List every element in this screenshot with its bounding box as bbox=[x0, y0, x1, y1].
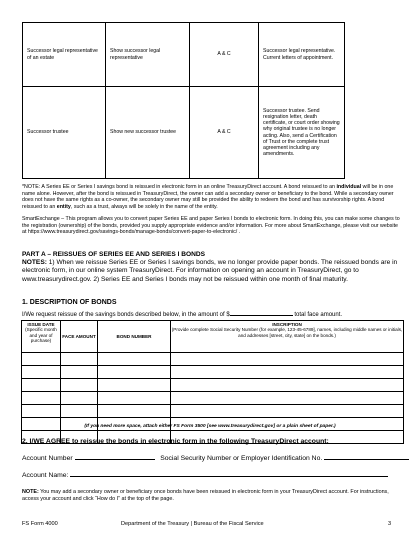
bond-number-cell[interactable] bbox=[98, 366, 171, 379]
reissue-note bbox=[22, 184, 402, 210]
face-amount-cell[interactable] bbox=[61, 379, 98, 392]
agency-name: Department of the Treasury | Bureau of the Fiscal Service bbox=[121, 521, 264, 527]
issue-date-cell[interactable] bbox=[22, 379, 61, 392]
account-number-field[interactable] bbox=[75, 454, 155, 460]
inscription-cell[interactable] bbox=[171, 379, 404, 392]
table-header-row bbox=[22, 321, 404, 353]
note-text: will be in one name alone. However, after the bond is reissued in TreasuryDirect, the owner can add a secondary owner or beneficiary to the bond. While a secondary owner does not have the same rights as a co-owner, the secondary owner may still be provided the ability to redeem the bond and has survivorship rights. A bond reissued to an bbox=[22, 184, 394, 210]
face-amount-cell[interactable] bbox=[61, 392, 98, 405]
account-name-line bbox=[22, 471, 388, 479]
request-text: I/We request reissue of the savings bonds described below, in the amount of $ bbox=[22, 312, 230, 318]
bond-number-header bbox=[98, 321, 171, 353]
issue-date-cell[interactable] bbox=[22, 366, 61, 379]
bond-rows bbox=[22, 353, 404, 444]
section-1-title: 1. DESCRIPTION OF BONDS bbox=[22, 299, 117, 306]
header-title: FACE AMOUNT bbox=[62, 334, 96, 340]
table-row bbox=[22, 366, 404, 379]
face-amount-header bbox=[61, 321, 98, 353]
inscription-header bbox=[171, 321, 404, 353]
total-amount-field[interactable] bbox=[230, 310, 293, 316]
table-row bbox=[22, 405, 404, 418]
bond-number-cell[interactable] bbox=[98, 353, 171, 366]
table-cell: Show successor legal representative bbox=[106, 23, 190, 87]
note-emphasis: entity bbox=[56, 203, 71, 210]
ssn-field[interactable] bbox=[324, 454, 409, 460]
table-cell: Show new successor trustee bbox=[106, 87, 190, 179]
header-title: BOND NUMBER bbox=[116, 334, 152, 340]
issue-date-cell[interactable] bbox=[22, 405, 61, 418]
header-title: ISSUE DATE bbox=[27, 322, 55, 327]
face-amount-cell[interactable] bbox=[61, 353, 98, 366]
table-cell: A & C bbox=[190, 23, 259, 87]
note-text: *NOTE: A Series EE or Series I savings bond is reissued in electronic form in an online TreasuryDirect account. A bond reissued to an bbox=[22, 184, 337, 190]
note-text: You may add a secondary owner or beneficiary once bonds have been reissued in electronic form in your TreasuryDirect account. For instructions, access your account and click “How do I” at the top of the page. bbox=[22, 489, 389, 502]
notes-text: 1) When we reissue Series EE or Series I savings bonds, we no longer provide paper bonds. The reissued bonds are in electronic form, in our online system TreasuryDirect. For information on opening an account in TreasuryDirect, go to www.treasurydirect.gov. 2) Series EE and Series I bonds may not be reissued within one month of final maturity. bbox=[22, 259, 398, 283]
table-cell: Successor legal representative. Current letters of appointment. bbox=[259, 23, 345, 87]
face-amount-cell[interactable] bbox=[61, 405, 98, 418]
amount-request-line bbox=[22, 310, 342, 318]
table-row bbox=[22, 392, 404, 405]
face-amount-cell[interactable] bbox=[61, 366, 98, 379]
account-name-label: Account Name: bbox=[22, 472, 69, 479]
form-number: FS Form 4000 bbox=[22, 521, 58, 527]
note-text: , such as a trust, always will be solely in the name of the entity. bbox=[70, 203, 218, 210]
issue-date-cell[interactable] bbox=[22, 353, 61, 366]
table-cell: Successor trustee bbox=[23, 87, 106, 179]
header-subtitle: (Specific month and year of purchase) bbox=[25, 327, 57, 343]
bond-number-cell[interactable] bbox=[98, 405, 171, 418]
request-text: total face amount. bbox=[292, 312, 343, 318]
account-number-line bbox=[22, 454, 409, 462]
inscription-cell[interactable] bbox=[171, 353, 404, 366]
header-title: INSCRIPTION bbox=[272, 322, 302, 327]
table-cell: Successor legal representative of an estate bbox=[23, 23, 106, 87]
inscription-cell[interactable] bbox=[171, 405, 404, 418]
table-cell: Successor trustee. Send resignation letter, death certificate, or court order showing why original trustee is no longer acting. Also, send a Certification of Trust or the complete trust agreement including any amendments. bbox=[259, 87, 345, 179]
inscription-cell[interactable] bbox=[171, 366, 404, 379]
table-row bbox=[22, 379, 404, 392]
header-subtitle: (Provide complete Social Security Number (for example, 123-45-6789], names, including middle names or initials, and addresses [street, city, state] on the bonds.) bbox=[171, 327, 403, 338]
table-row bbox=[23, 87, 345, 179]
more-space-note: (If you need more space, attach either FS Form 3500 [see www.treasurydirect.gov] or a plain sheet of paper.) bbox=[84, 424, 336, 429]
notes-label: NOTES: bbox=[22, 259, 47, 267]
smart-exchange-paragraph: SmartExchange – This program allows you to convert paper Series EE and paper Series I bonds to electronic form. In doing this, you can make some changes to the registration (ownership) of the bonds, provided you supply appropriate evidence and/or information. For more about SmartExchange, please visit our website at https://www.treasurydirect.gov/savings-bonds/manage-bonds/convert-paper-to-electronic/ . bbox=[22, 216, 400, 236]
bond-number-cell[interactable] bbox=[98, 379, 171, 392]
table-cell: A & C bbox=[190, 87, 259, 179]
note-label: NOTE: bbox=[22, 489, 39, 495]
inscription-cell[interactable] bbox=[171, 392, 404, 405]
table-row bbox=[23, 23, 345, 87]
ssn-label: Social Security Number or Employer Identification No. bbox=[160, 455, 323, 462]
page-number: 3 bbox=[388, 521, 392, 527]
note-emphasis: individual bbox=[336, 184, 362, 190]
successor-table bbox=[22, 22, 345, 179]
section-2-title: 2. I/WE AGREE to reissue the bonds in electronic form in the following TreasuryDirect account: bbox=[22, 438, 329, 445]
table-row bbox=[22, 353, 404, 366]
account-name-field[interactable] bbox=[70, 471, 388, 477]
account-number-label: Account Number bbox=[22, 455, 73, 462]
issue-date-header bbox=[22, 321, 61, 353]
bond-number-cell[interactable] bbox=[98, 392, 171, 405]
part-a-section bbox=[22, 251, 402, 284]
part-a-heading: PART A – REISSUES OF SERIES EE AND SERIES I BONDS bbox=[22, 251, 206, 258]
issue-date-cell[interactable] bbox=[22, 392, 61, 405]
secondary-owner-note bbox=[22, 489, 402, 503]
